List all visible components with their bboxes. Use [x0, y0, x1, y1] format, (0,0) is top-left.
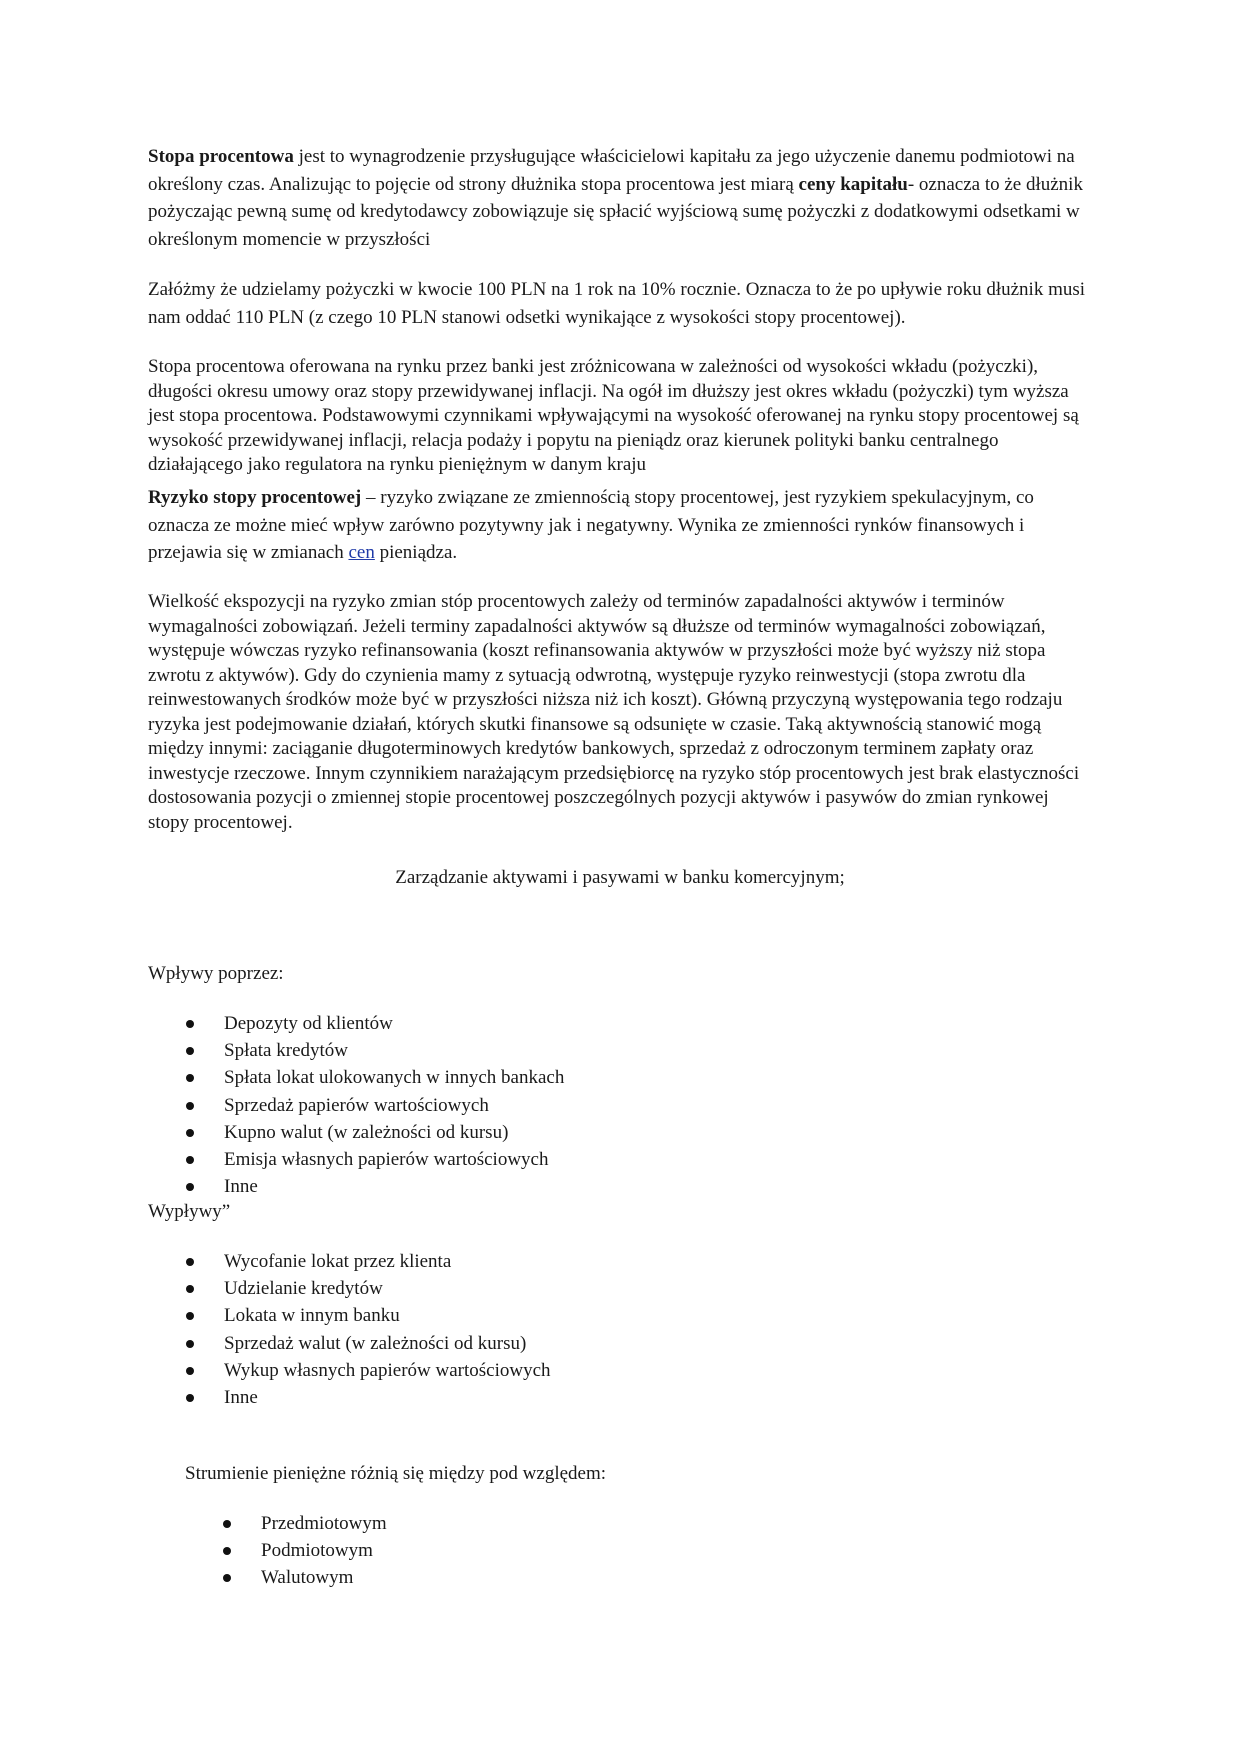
paragraph-text: - oznacza to że dłużnik pożyczając pewną sumę od kredytodawcy zobowiązuje się spłacić wyjściową sumę pożyczki z dodatkowymi odsetkami w określonym momencie w przyszłości: [148, 173, 1083, 250]
list-item: Lokata w innym banku: [186, 1302, 551, 1329]
streams-label: Strumienie pieniężne różnią się między pod względem:: [185, 1463, 607, 1484]
list-item: Inne: [186, 1173, 564, 1200]
bullet-icon: [186, 1340, 194, 1348]
bullet-icon: [186, 1047, 194, 1055]
link-cen[interactable]: cen: [348, 542, 375, 563]
list-item: Walutowym: [223, 1564, 387, 1591]
bullet-icon: [223, 1520, 231, 1528]
bullet-icon: [186, 1020, 194, 1028]
paragraph-text: jest to wynagrodzenie przysługujące właścicielowi kapitału za jego użyczenie danemu podmiotowi na określony czas. Analizując to pojęcie od strony dłużnika stopa procentowa jest miarą: [148, 146, 1075, 195]
paragraph-exposure: Wielkość ekspozycji na ryzyko zmian stóp procentowych zależy od terminów zapadalności aktywów i terminów wymagalności zobowiązań. Jeżeli terminy zapadalności aktywów są dłuższe od terminów wymagalności zobowiązań, występuje wówczas ryzyko refinansowania (koszt refinansowania aktywów w przyszłości może być wyższy niż stopa zwrotu z aktywów). Gdy do czynienia mamy z sytuacją odwrotną, występuje ryzyko reinwestycji (stopa zwrotu dla reinwestowanych środków może być w przyszłości niższa niż ich koszt). Główną przyczyną występowania tego rodzaju ryzyka jest podejmowanie działań, których skutki finansowe są odsunięte w czasie. Taką aktywnością stanowić mogą między innymi: zaciąganie długoterminowych kredytów bankowych, sprzedaż z odroczonym terminem zapłaty oraz inwestycje rzeczowe. Innym czynnikiem narażającym przedsiębiorcę na ryzyko stóp procentowych jest brak elastyczności dostosowania pozycji o zmiennej stopie procentowej poszczególnych pozycji aktywów i pasywów do zmian rynkowej stopy procentowej.: [148, 591, 1080, 833]
paragraph-text: – ryzyko związane ze zmiennością stopy procentowej, jest ryzykiem spekulacyjnym, co oznacza ze możne mieć wpływ zarówno pozytywny jak i negatywny. Wynika ze zmienności rynków finansowych i przejawia się w zmianach: [148, 487, 1034, 563]
bullet-icon: [186, 1183, 194, 1191]
list-item: Wycofanie lokat przez klienta: [186, 1248, 551, 1275]
section-title: Zarządzanie aktywami i pasywami w banku komercyjnym;: [395, 867, 845, 888]
bullet-icon: [186, 1129, 194, 1137]
bullet-icon: [186, 1285, 194, 1293]
list-item: Spłata lokat ulokowanych w innych bankach: [186, 1064, 564, 1091]
bullet-icon: [223, 1547, 231, 1555]
list-item: Udzielanie kredytów: [186, 1275, 551, 1302]
list-item: Przedmiotowym: [223, 1510, 387, 1537]
list-item: Inne: [186, 1384, 551, 1411]
list-item: Sprzedaż papierów wartościowych: [186, 1092, 564, 1119]
bullet-icon: [186, 1102, 194, 1110]
term-ceny-kapitalu: ceny kapitału: [798, 173, 908, 195]
inflows-label: Wpływy poprzez:: [148, 963, 284, 984]
bullet-icon: [186, 1394, 194, 1402]
bullet-icon: [186, 1074, 194, 1082]
term-stopa-procentowa: Stopa procentowa: [148, 146, 294, 167]
paragraph-interest-rate-definition: [148, 143, 1092, 253]
list-item: Spłata kredytów: [186, 1037, 564, 1064]
paragraph-rate-factors: Stopa procentowa oferowana na rynku przez banki jest zróżnicowana w zależności od wysokości wkładu (pożyczki), długości okresu umowy oraz stopy przewidywanej inflacji. Na ogół im dłuższy jest okres wkładu (pożyczki) tym wyższa jest stopa procentowa. Podstawowymi czynnikami wpływającymi na wysokość oferowanej na rynku stopy procentowej są wysokość przewidywanej inflacji, relacja podaży i popytu na pieniądz oraz kierunek polityki banku centralnego działającego jako regulatora na rynku pieniężnym w danym kraju: [148, 356, 1079, 475]
outflows-list: [186, 1248, 551, 1411]
paragraph-loan-example: Załóżmy że udzielamy pożyczki w kwocie 100 PLN na 1 rok na 10% rocznie. Oznacza to że po upływie roku dłużnik musi nam oddać 110 PLN (z czego 10 PLN stanowi odsetki wynikające z wysokości stopy procentowej).: [148, 279, 1086, 328]
bullet-icon: [186, 1312, 194, 1320]
bullet-icon: [223, 1574, 231, 1582]
bullet-icon: [186, 1367, 194, 1375]
list-item: Emisja własnych papierów wartościowych: [186, 1146, 564, 1173]
term-ryzyko-stopy-procentowej: Ryzyko stopy procentowej: [148, 487, 362, 508]
list-item: Sprzedaż walut (w zależności od kursu): [186, 1330, 551, 1357]
list-item: Kupno walut (w zależności od kursu): [186, 1119, 564, 1146]
inflows-list: [186, 1010, 564, 1200]
outflows-label: Wypływy”: [148, 1201, 231, 1222]
list-item: Wykup własnych papierów wartościowych: [186, 1357, 551, 1384]
bullet-icon: [186, 1258, 194, 1266]
list-item: Podmiotowym: [223, 1537, 387, 1564]
paragraph-text: pieniądza.: [374, 542, 458, 563]
paragraph-interest-rate-risk: [148, 484, 1092, 567]
list-item: Depozyty od klientów: [186, 1010, 564, 1037]
bullet-icon: [186, 1156, 194, 1164]
streams-list: [223, 1510, 387, 1592]
